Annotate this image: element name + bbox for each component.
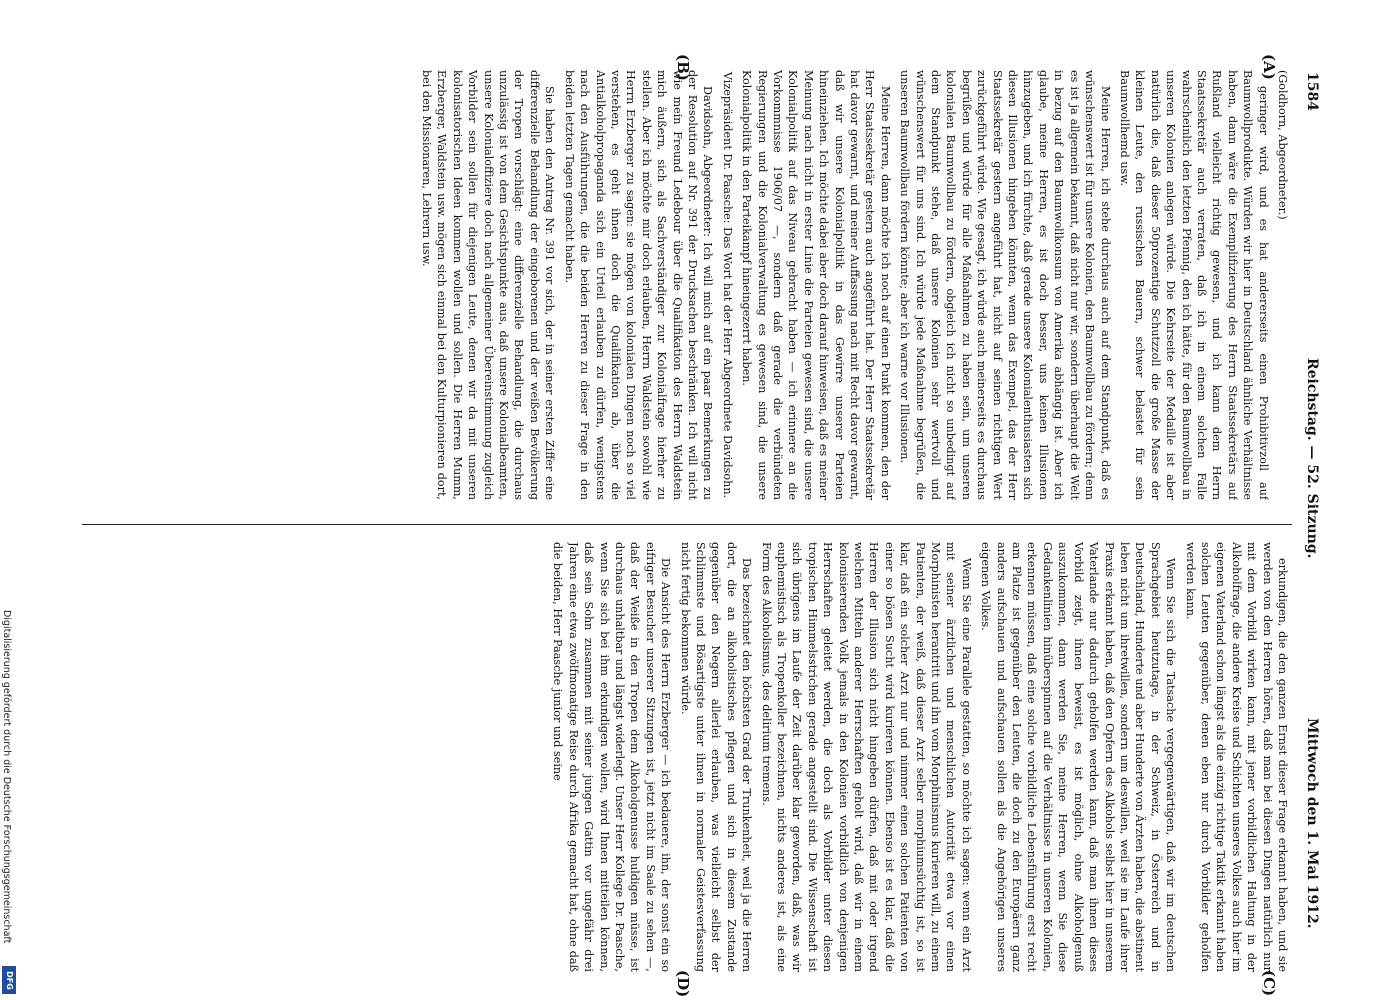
footer-strip (0, 0, 18, 1000)
dfg-logo-text: DFG (4, 970, 14, 990)
header-title: Reichstag. — 52. Sitzung. (1304, 358, 1320, 559)
page-header (1296, 58, 1322, 998)
funding-credit: Digitalisierung gefördert durch die Deutsche Forschungsgemeinschaft (1, 610, 12, 944)
paragraph: geringer wird, und es hat andererseits einen Prohibitivzoll auf Baumwollprodukte. Würden wir hier in Deutschland ähnliche Verhältnisse haben, dann wäre die Exemplifizierung des Herrn Staatssekretärs auf Rußland vielleicht richtig gewesen, und ich kann dem Herrn Staatssekretär auch verraten, daß ich in einem solchen Falle wahrscheinlich den letzten Pfennig, den ich hätte, für den Baumwollbau in unseren Kolonien anlegen würde. Die Kehrseite der Medaille ist aber natürlich die, daß dieser 50prozentige Schutzzoll die große Masse der kleinen Leute, den russischen Bauern, schwer belastet für sein Baumwollhemd usw. (1117, 70, 1270, 500)
right-column (80, 542, 1290, 972)
margin-mark-a: (A) (1260, 54, 1278, 80)
paragraph: Wenn Sie eine Parallele gestatten, so möchte ich sagen: wenn ein Arzt mit seiner ärztlichen und menschlichen Autorität etwa vor einen Morphinisten herantritt und ihn vom Morphinismus kurieren will, zu einem Patienten, der weiß, daß dieser Arzt selber morphiumsüchtig ist, so ist klar, daß ein solcher Arzt nur und nimmer einen solchen Patienten von einer so bösen Sucht wird kurieren können. Ebenso ist es klar, daß die Herren der Illusion sich nicht hingeben dürfen, daß mit oder irgend welchen Mitteln anderer Herrschaften geholt wird, daß wir in einem kolonisierenden Volk jemals in den Kolonien vorbildlich von denjenigen Herrschaften geleitet werden, die doch als Vorbilder unter diesen tropischen Himmelsstrichen gerade angestellt sind. Die Wissenschaft ist sich übrigens im Laufe der Zeit darüber klar geworden, daß, was wir euphemistisch als Tropenkoller bezeichnen, nichts anderes ist, als eine Form des Alkoholismus, des delirium tremens. (759, 542, 973, 972)
dfg-logo (2, 966, 16, 994)
paragraph: Wenn Sie sich die Tatsache vergegenwärtigen, daß wir im deutschen Sprachgebiet heutzutage, in der Schweiz, in Österreich und in Deutschland, Hunderte und aber Hunderte von Ärzten haben, die abstinent leben nicht um ihretwillen, sondern um deswillen, weil sie im Laufe ihrer Praxis erkannt haben, daß den Opfern des Alkohols selbst hier in unserem Vaterlande nur dadurch geholfen werden kann, daß man ihnen dieses Vorbild zeigt, ihnen beweist, es ist möglich, ohne Alkoholgenuß auszukommen, dann werden Sie, meine Herren, wenn Sie diese Gedankenlinien hinüberspinnen auf die Verhältnisse in unseren Kolonien, erkennen müssen, daß eine solche vorbildliche Lebensführung erst recht am Platze ist gegenüber den Leuten, die doch zu den Europäern ganz anders aufschauen und aufschauen sollen als die Angehörigen unseres eigenen Volkes. (979, 542, 1178, 972)
paragraph: Meine Herren, ich stehe durchaus auch auf dem Standpunkt, daß es wünschenswert ist für unsere Kolonien, den Baumwollbau zu fördern; denn es ist ja allgemein bekannt, daß nicht nur wir, sondern überhaupt die Welt in bezug auf den Baumwollkonsum von Amerika abhängig ist. Aber ich glaube, meine Herren, es ist doch besser, uns keinen Illusionen hinzugeben, und ich fürchte, daß gerade unsere Kolonialenthusiasten sich diesen Illusionen hingeben könnten, wenn das Exempel, das der Herr Staatssekretär gestern angeführt hat, nicht auf seinen richtigen Wert zurückgeführt würde. Wie gesagt, ich würde auch meinerseits es durchaus begrüßen und würde für alle Maßnahmen zu haben sein, um unseren kolonialen Baumwollbau zu fördern, obgleich ich nicht so unbedingt auf dem Standpunkt stehe, daß unsere Kolonien sehr wertvoll und wünschenswert für uns sind. Ich würde jede Maßnahme begrüßen, die unseren Baumwollbau fördern könnte; aber ich warne vor Illusionen. (898, 70, 1112, 500)
left-column (80, 70, 1290, 500)
paragraph: Das bezeichnet den höchsten Grad der Trunkenheit, weil ja die Herren dort, die an alkoholistisches pflegen und sich in diesem Zustande gegenüber den Negern allerlei erlauben, was vielleicht selbst der Schlimmste und Bösartigste unter ihnen in normaler Geistesverfassung nicht fertig bekommen würde. (678, 542, 754, 972)
margin-mark-b: (B) (674, 54, 692, 81)
paragraph: Sie haben den Antrag Nr. 391 vor sich, der in seiner ersten Ziffer eine differenzielle Behandlung der eingeborenen und der weißen Bevölkerung der Tropen vorschlägt: eine differenzielle Behandlung, die durchaus unzulässig ist von dem Gesichtspunkte aus, daß unsere Kolonialbeamten, unsere Kolonialoffiziere doch nach allgemeiner Übereinstimmung zugleich Vorbilder sein sollen für diejenigen Leute, denen wir da mit unseren kolonisatorischen Ideen kommen wollen und sollen. Die Herren Mumm, Erzberger, Waldstein usw. mögen sich einmal bei den Kulturpionieren dort, bei den Missionaren, Lehrern usw. (420, 70, 557, 500)
paragraph: Meine Herren, dann möchte ich noch auf einen Punkt kommen, den der Herr Staatssekretär gestern auch angeführt hat. Der Herr Staatssekretär hat davor gewarnt, und meiner Auffassung nach mit Recht davor gewarnt, daß wir unsere Kolonialpolitik in das Gewirre unserer Parteien hineinziehen. Ich möchte dabei aber doch darauf hinweisen, daß es meiner Meinung nach nicht in erster Linie die Parteien gewesen sind, die unsere Kolonialpolitik auf das Niveau gebracht haben — ich erinnere an die Vorkommnisse 1906/07 —, sondern daß gerade die verbündeten Regierungen und die Kolonialverwaltung es gewesen sind, die unsere Kolonialpolitik in den Parteikampf hineingezerrt haben. (740, 70, 892, 500)
page-number: 1584 (1304, 72, 1320, 111)
paragraph: (Goldhorn, Abgeordneter.) (1276, 70, 1289, 220)
margin-mark-d: (D) (674, 970, 692, 998)
paragraph: Davidsohn, Abgeordneter: Ich will mich auf ein paar Bemerkungen zu der Resolution auf Nr. 391 der Drucksachen beschränken. Ich will nicht wie mein Freund Ledebour über die Qualifikation des Herrn Waldstein mich äußern, sich als Sachverständiger zur Kolonialfrage hierher zu stellen. Aber ich möchte mir doch erlauben, Herrn Waldstein sowohl wie Herrn Erzberger zu sagen: sie mögen von kolonialen Dingen noch so viel verstehen, es geht ihnen doch die Qualifikation ab, über die Antialkoholpropaganda sich ein Urteil erlauben zu dürfen, wenigstens nach den Ausführungen, die die beiden Herren zu dieser Frage in den beiden letzten Tagen gemacht haben. (562, 70, 715, 500)
margin-mark-c: (C) (1260, 970, 1278, 997)
newspaper-page (82, 54, 1322, 998)
header-date: Mittwoch den 1. Mai 1912. (1304, 718, 1320, 929)
paragraph: erkundigen, die den ganzen Ernst dieser Frage erkannt haben, und sie werden von den Herren hören, daß man bei diesen Dingen natürlich nur mit dem Vorbild wirken kann, mit jener vorbildlichen Haltung in der Alkoholfrage, die andere Kreise und Schichten unseres Volkes auch hier im eigenen Vaterland schon längst als die einzig richtige Taktik erkannt haben solchen Leuten gegenüber, denen eben nur durch Vorbilder geholfen werden kann. (1183, 542, 1289, 972)
paragraph: Vizepräsident Dr. Paasche: Das Wort hat der Herr Abgeordnete Davidsohn. (720, 71, 734, 499)
column-divider (82, 524, 1292, 525)
paragraph: Die Ansicht des Herrn Erzberger — ich bedauere, ihn, der sonst ein so eifriger Besucher unserer Sitzungen ist, jetzt nicht im Saale zu sehen —, daß der Weiße in den Tropen dem Alkoholgenusse huldigen müsse, ist durchaus unhaltbar und längst widerlegt. Unser Herr Kollege Dr. Paasche, wenn Sie sich bei ihm erkundigen wollen, wird Ihnen mitteilen können, daß sein Sohn zusammen mit seiner jungen Gattin vor ungefähr drei Jahren eine etwa zwölfmonatige Reise durch Afrika gemacht hat, ohne daß die beiden, Herr Paasche junior und seine (551, 542, 673, 972)
